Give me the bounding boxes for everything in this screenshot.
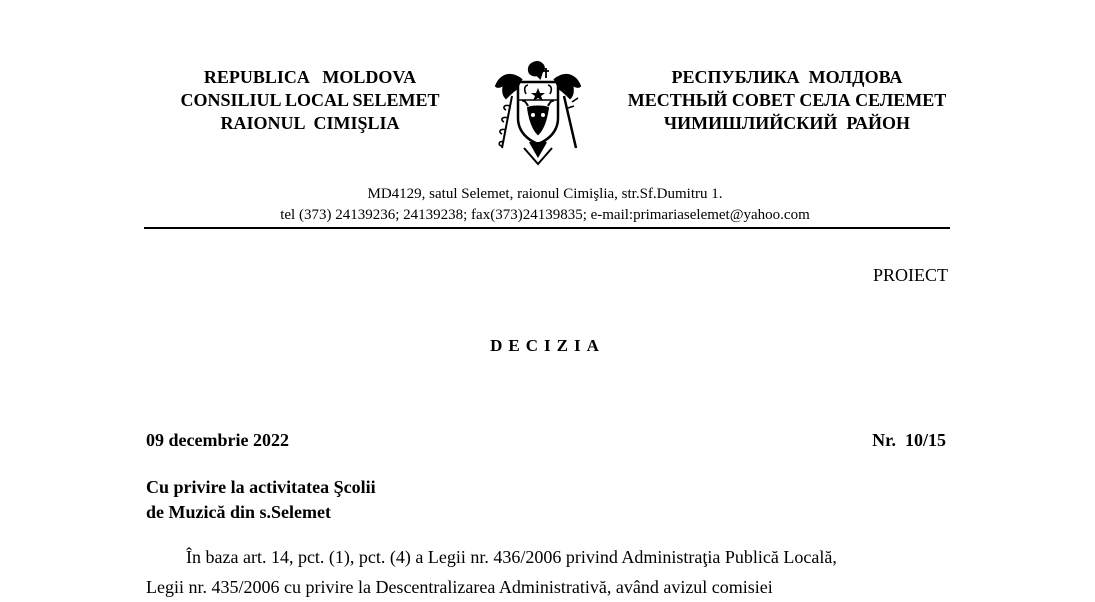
header-left-line-1: REPUBLICA MOLDOVA: [203, 67, 417, 87]
body-line-1: În baza art. 14, pct. (1), pct. (4) a Legii nr. 436/2006 privind Administraţia Publică Locală,: [186, 547, 837, 567]
document-title: DECIZIA: [490, 336, 605, 355]
header-right-line-2: МЕСТНЫЙ СОВЕТ СЕЛА СЕЛЕМЕТ: [627, 90, 947, 110]
subject-line-1: Cu privire la activitatea Şcolii: [146, 477, 376, 497]
header-divider: [144, 227, 950, 229]
address-line: MD4129, satul Selemet, raionul Cimişlia, str.Sf.Dumitru 1.: [367, 186, 723, 202]
decision-date: 09 decembrie 2022: [146, 430, 289, 450]
decision-subject: [146, 475, 376, 525]
header-right-line-1: РЕСПУБЛИКА МОЛДОВА: [671, 67, 903, 87]
subject-line-2: de Muzică din s.Selemet: [146, 502, 331, 522]
decision-number: Nr. 10/15: [872, 430, 946, 450]
header-left-romanian: [150, 66, 470, 135]
body-line-2: Legii nr. 435/2006 cu privire la Descentralizarea Administrativă, având avizul comisiei: [146, 577, 773, 597]
document-status: PROIECT: [872, 265, 948, 285]
contact-address: [140, 184, 950, 226]
body-paragraph: [146, 542, 950, 602]
header-right-russian: [612, 66, 962, 135]
contact-line: tel (373) 24139236; 24139238; fax(373)24139835; e-mail:primariaselemet@yahoo.com: [280, 207, 810, 223]
header-right-line-3: ЧИМИШЛИЙСКИЙ РАЙОН: [663, 113, 911, 133]
header-left-line-3: RAIONUL CIMIŞLIA: [220, 113, 400, 133]
header-left-line-2: CONSILIUL LOCAL SELEMET: [180, 90, 440, 110]
coat-of-arms-moldova-icon: [488, 56, 588, 171]
